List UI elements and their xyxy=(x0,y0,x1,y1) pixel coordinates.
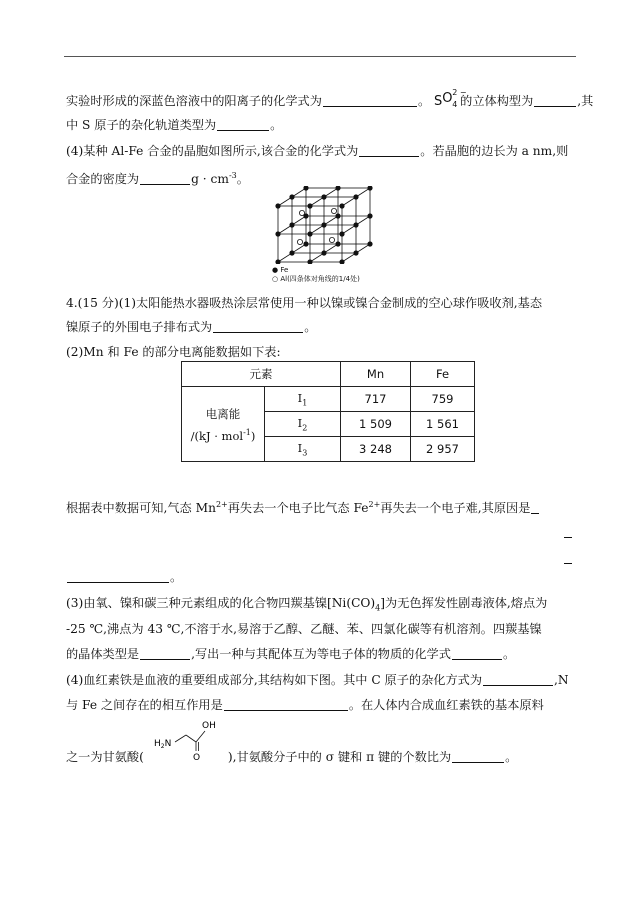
table-header-element: 元素 xyxy=(182,362,341,387)
glycine-h2-sub: 2 xyxy=(160,743,165,750)
line10-text-b: ]为无色挥发性剧毒液体,熔点为 xyxy=(380,596,548,610)
legend-fe-label: Fe xyxy=(280,266,289,274)
table-cell-fe-i1: 759 xyxy=(411,387,475,412)
line13-text-a: (4)血红素铁是血液的重要组成部分,其结构如下图。其中 C 原子的杂化方式为 xyxy=(66,673,483,687)
text-line-2 xyxy=(66,116,282,134)
table-cell-mn-i1: 717 xyxy=(341,387,411,412)
line4-text-a: 合金的密度为 xyxy=(66,172,140,187)
legend-al-dot: ○ xyxy=(272,275,279,283)
legend-al xyxy=(272,275,360,284)
answer-blank-density[interactable] xyxy=(140,172,190,185)
table-cell-i3 xyxy=(265,437,341,462)
line8-text-c: 再失去一个电子难,其原因是 xyxy=(380,501,531,516)
line1-text-c: 的立体构型为 xyxy=(460,94,534,108)
row-label-unit-b: ) xyxy=(250,428,256,443)
row-label-unit-a: /(kJ · mol xyxy=(190,428,244,443)
line8-text-b: 再失去一个电子比气态 Fe xyxy=(227,501,369,516)
glycine-h2n-label xyxy=(154,739,171,750)
answer-blank-c-hybridization[interactable] xyxy=(483,673,553,686)
table-row xyxy=(182,387,475,412)
text-line-8 xyxy=(66,496,540,517)
answer-blank-geometry[interactable] xyxy=(534,94,576,107)
answer-blank-reason-end[interactable] xyxy=(67,570,169,583)
table-cell-i1 xyxy=(265,387,341,412)
text-line-12 xyxy=(66,645,515,663)
table-header-mn: Mn xyxy=(341,362,411,387)
text-line-11 xyxy=(66,620,542,638)
line5-text-a: 4.(15 分)(1)太阳能热水器吸热涂层常使用一种以镍或镍合金制成的空心球作吸收剂,基态 xyxy=(66,296,543,310)
glycine-bonds xyxy=(175,731,205,751)
line6-text-a: 镍原子的外围电子排布式为 xyxy=(66,320,213,334)
line2-text-b: 。 xyxy=(270,118,283,132)
table-cell-mn-i3: 3 248 xyxy=(341,437,411,462)
fe-atoms xyxy=(275,186,372,264)
sulfate-o: O xyxy=(442,91,453,106)
legend-al-label: Al(四条体对角线的1/4处) xyxy=(280,275,360,283)
line6-text-b: 。 xyxy=(304,320,317,334)
legend-fe xyxy=(272,266,360,275)
line15-text-a: 之一为甘氨酸( xyxy=(66,750,144,764)
i1-symbol: I xyxy=(297,390,303,405)
sulfate-formula xyxy=(434,88,467,109)
text-line-13 xyxy=(66,671,569,689)
answer-line-continuation-2[interactable] xyxy=(564,563,572,564)
glycine-h-label: H xyxy=(154,739,161,749)
sulfate-charge: 2 − xyxy=(452,88,467,97)
line1-text-a: 实验时形成的深蓝色溶液中的阳离子的化学式为 xyxy=(66,94,322,108)
line11-text-a: -25 ℃,沸点为 43 ℃,不溶于水,易溶于乙醇、乙醚、苯、四氯化碳等有机溶剂。四羰基镍 xyxy=(66,622,542,636)
line13-text-b: ,N xyxy=(554,673,569,687)
answer-blank-hybridization[interactable] xyxy=(217,118,269,131)
sulfate-ion xyxy=(442,88,467,109)
line12-text-a: 的晶体类型是 xyxy=(66,647,140,661)
glycine-o-label: O xyxy=(193,753,201,763)
table-header-fe: Fe xyxy=(411,362,475,387)
header-rule xyxy=(64,56,576,57)
answer-blank-electron-config[interactable] xyxy=(213,320,303,333)
line15-text-b: ),甘氨酸分子中的 σ 键和 π 键的个数比为 xyxy=(227,750,452,764)
glycine-n-label: N xyxy=(164,739,172,749)
ionization-energy-table xyxy=(181,361,475,462)
text-line-4 xyxy=(66,167,249,188)
text-line-9 xyxy=(66,568,182,586)
line12-text-b: ,写出一种与其配体互为等电子体的物质的化学式 xyxy=(191,647,451,661)
i2-index: 2 xyxy=(302,423,308,433)
table-cell-fe-i2: 1 561 xyxy=(411,412,475,437)
line2-text-a: 中 S 原子的杂化轨道类型为 xyxy=(66,118,217,132)
text-line-7 xyxy=(66,343,281,361)
answer-blank-n-fe-interaction[interactable] xyxy=(224,698,348,711)
line14-text-a: 与 Fe 之间存在的相互作用是 xyxy=(66,698,223,712)
i2-symbol: I xyxy=(297,415,303,430)
line3-text-a: (4)某种 Al-Fe 合金的晶胞如图所示,该合金的化学式为 xyxy=(66,144,359,158)
sulfate-s: S xyxy=(434,94,443,109)
line8-sup-mn: 2+ xyxy=(215,500,228,509)
legend-fe-dot: ● xyxy=(272,266,279,274)
answer-blank-cation[interactable] xyxy=(323,94,417,107)
text-line-6 xyxy=(66,318,316,336)
figure-legend xyxy=(272,266,360,284)
answer-line-continuation-1[interactable] xyxy=(564,537,572,538)
line10-text-a: (3)由氧、镍和碳三种元素组成的化合物四羰基镍[Ni(CO) xyxy=(66,596,376,610)
answer-blank-sigma-pi-ratio[interactable] xyxy=(452,750,504,763)
i3-symbol: I xyxy=(297,440,303,455)
line3-text-b: 。若晶胞的边长为 a nm,则 xyxy=(420,144,569,158)
crystal-cell-figure xyxy=(272,186,376,264)
answer-blank-reason-start[interactable] xyxy=(531,501,539,514)
line8-sup-fe: 2+ xyxy=(368,500,381,509)
table-cell-fe-i3: 2 957 xyxy=(411,437,475,462)
text-line-14 xyxy=(66,696,544,714)
line10-sub: 4 xyxy=(375,603,381,613)
line9-text-b: 。 xyxy=(170,570,183,584)
al-atoms xyxy=(297,208,336,244)
text-line-10 xyxy=(66,594,547,617)
i1-index: 1 xyxy=(302,398,308,408)
answer-blank-isoelectronic[interactable] xyxy=(452,647,502,660)
line1-text-b: 。 xyxy=(417,94,431,108)
text-line-1 xyxy=(66,90,593,111)
line4-text-b: g · cm xyxy=(191,172,229,187)
row-label-unit-sup: -1 xyxy=(243,427,251,437)
line7-text-a: (2)Mn 和 Fe 的部分电离能数据如下表: xyxy=(66,345,281,359)
glycine-oh-label: OH xyxy=(202,721,216,731)
line1-text-d: ,其 xyxy=(577,94,594,108)
line4-sup: -3 xyxy=(228,171,237,180)
row-label-unit xyxy=(182,428,264,443)
sulfate-count: 4 xyxy=(452,100,458,109)
row-label-title: 电离能 xyxy=(205,406,241,421)
answer-blank-alloy-formula[interactable] xyxy=(359,144,419,157)
table-cell-mn-i2: 1 509 xyxy=(341,412,411,437)
i3-index: 3 xyxy=(302,448,308,458)
text-line-3 xyxy=(66,142,568,160)
text-line-5 xyxy=(66,294,542,312)
line15-text-c: 。 xyxy=(505,750,518,764)
line12-text-c: 。 xyxy=(502,647,516,661)
table-cell-i2 xyxy=(265,412,341,437)
line4-text-c: 。 xyxy=(236,172,249,187)
line14-text-b: 。在人体内合成血红素铁的基本原料 xyxy=(348,698,544,712)
glycine-structure xyxy=(150,718,220,764)
answer-blank-crystal-type[interactable] xyxy=(140,647,190,660)
text-line-15 xyxy=(66,748,517,766)
table-header-row xyxy=(182,362,475,387)
line8-text-a: 根据表中数据可知,气态 Mn xyxy=(66,501,216,516)
table-row-label xyxy=(182,387,265,462)
